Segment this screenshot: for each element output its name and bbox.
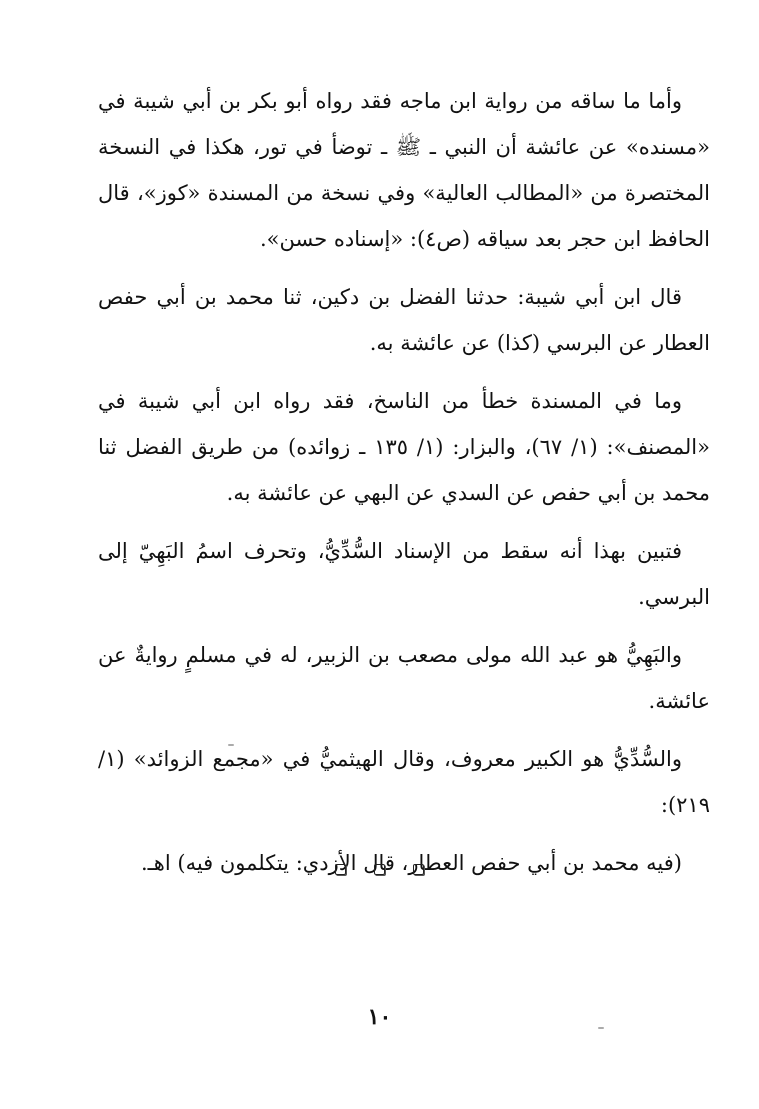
paragraph-copyist-error: وما في المسندة خطأ من الناسخ، فقد رواه ابن أبي شيبة في «المصنف»: (١/ ٦٧)، والبزار: (١/ ١٣٥ ـ زوائده) من طريق الفضل ثنا محمد بن أبي حفص عن السدي عن البهي عن عائشة به. — [98, 389, 710, 505]
scan-speck — [598, 1027, 604, 1029]
body-text — [98, 78, 710, 898]
paragraph-quote: (فيه محمد بن أبي حفص العطار، قال الأزدي: يتكلمون فيه) اهـ. — [140, 851, 682, 875]
paragraph-ibn-majah: وأما ما ساقه من رواية ابن ماجه فقد رواه أبو بكر بن أبي شيبة في «مسنده» عن عائشة أن النبي ـ ﷺ ـ توضأ في تور، هكذا في النسخة المختصرة من «المطالب العالية» وفي نسخة من المسندة «كوز»، قال الحافظ ابن حجر بعد سياقه (ص٤): «إسناده حسن». — [98, 89, 710, 251]
separator-square-icon — [335, 864, 346, 875]
paragraph-al-bahi: والبَهِيُّ هو عبد الله مولى مصعب بن الزبير، له في مسلمٍ روايةٌ عن عائشة. — [98, 643, 710, 713]
scan-speck — [228, 744, 234, 746]
paragraph-ibn-abi-shaybah: قال ابن أبي شيبة: حدثنا الفضل بن دكين، ثنا محمد بن أبي حفص العطار عن البرسي (كذا) عن عائشة به. — [98, 285, 710, 355]
page-number: ١٠ — [367, 1004, 392, 1030]
separator-square-icon — [413, 864, 424, 875]
section-separator — [0, 864, 759, 875]
separator-square-icon — [374, 864, 385, 875]
paragraph-conclusion: فتبين بهذا أنه سقط من الإسناد السُّدِّيُّ، وتحرف اسمُ البَهِيّ إلى البرسي. — [98, 539, 710, 609]
paragraph-al-suddi: والسُّدِّيُّ هو الكبير معروف، وقال الهيثميُّ في «مجمع الزوائد» (١/ ٢١٩): — [98, 747, 710, 817]
